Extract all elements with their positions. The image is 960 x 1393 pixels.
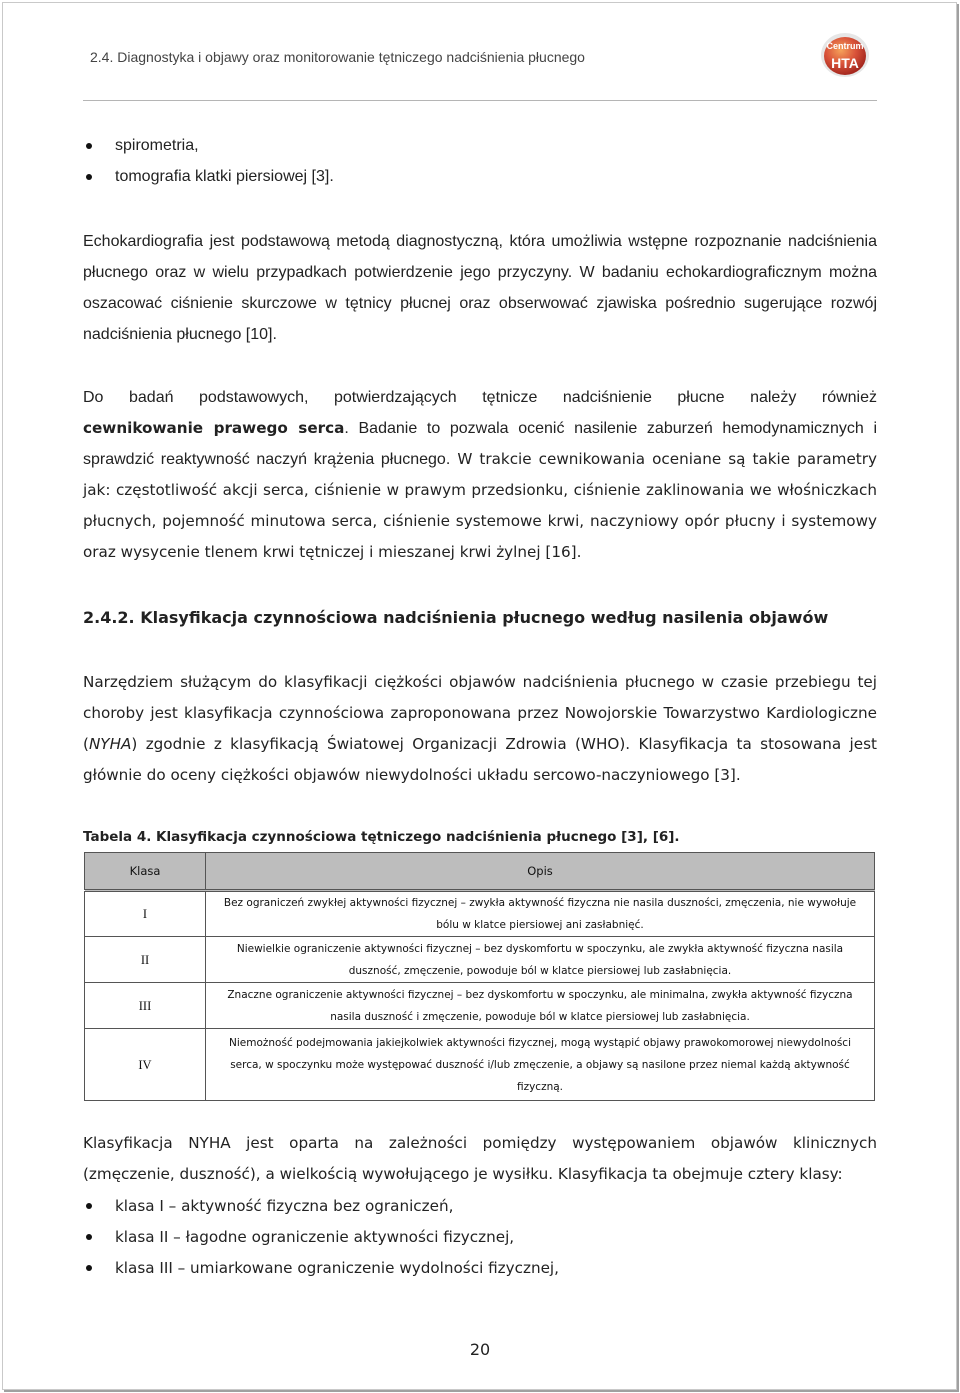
paragraph-nyha: Narzędziem służącym do klasyfikacji ciężkości objawów nadciśnienia płucnego w czasie przebiegu tej choroby jest klasyfikacja czynnościowa zaproponowana przez Nowojorskie Towarzystwo Kardiologiczne (NYHA) zgodnie z klasyfikacją Światowej Organizacji Zdrowia (WHO). Klasyfikacja ta stosowana jest głównie do oceny ciężkości objawów niewydolności układu sercowo-naczyniowego [3]. (83, 673, 877, 784)
centrum-hta-logo (816, 27, 874, 81)
klasa-cell: III (85, 983, 206, 1029)
svg-text:Centrum: Centrum (826, 41, 864, 51)
list-item: klasa I – aktywność fizyczna bez ograniczeń, (83, 1196, 559, 1227)
svg-text:HTA: HTA (831, 55, 859, 71)
list-item: klasa II – łagodne ograniczenie aktywności fizycznej, (83, 1227, 559, 1258)
section-heading: 2.4.2. Klasyfikacja czynnościowa nadciśnienia płucnego według nasilenia objawów (83, 608, 829, 627)
table-header-row (85, 853, 875, 891)
opis-cell: Bez ograniczeń zwykłej aktywności fizycznej – zwykła aktywność fizyczna nie nasila duszności, zmęczenia, nie wywołuje bólu w klatce piersiowej ani zasłabnięć. (206, 891, 875, 937)
column-header-opis: Opis (206, 853, 875, 891)
opis-cell: Niewielkie ograniczenie aktywności fizycznej – bez dyskomfortu w spoczynku, ale zwykła aktywność fizyczna nasila duszność, zmęczenie, powoduje ból w klatce piersiowej lub zasłabnięcia. (206, 937, 875, 983)
bold-term: cewnikowanie prawego serca (83, 419, 345, 437)
table-row (85, 937, 875, 983)
table-row (85, 1029, 875, 1101)
table-caption: Tabela 4. Klasyfikacja czynnościowa tętniczego nadciśnienia płucnego [3], [6]. (83, 829, 680, 845)
paragraph-echocardiography: Echokardiografia jest podstawową metodą diagnostyczną, która umożliwia wstępne rozpoznanie nadciśnienia płucnego oraz w wielu przypadkach potwierdzenie jego przyczyny. W badaniu echokardiograficznym można oszacować ciśnienie skurczowe w tętnicy płucnej oraz obserwować zjawiska pośrednio sugerujące rozwój nadciśnienia płucnego [10]. (83, 233, 877, 343)
opis-cell: Znaczne ograniczenie aktywności fizycznej – bez dyskomfortu w spoczynku, ale minimalna, zwykła aktywność fizyczna nasila duszność i zmęczenie, powoduje ból w klatce piersiowej lub zasłabnięcia. (206, 983, 875, 1029)
bullet-icon (86, 1265, 92, 1271)
bullet-icon (86, 1234, 92, 1240)
paragraph-catheterization: cewnikowanie prawego serca. Badanie to pozwala ocenić nasilenie zaburzeń hemodynamicznych i sprawdzić reaktywność naczyń krążenia płucnego. W trakcie cewnikowania oceniane są takie parametry jak: częstotliwość akcji serca, ciśnienie w prawym przedsionku, ciśnienie zaklinowania we włośniczkach płucnych, pojemność minutowa serca, ciśnienie systemowe krwi, naczyniowy opór płucny i systemowy oraz wysycenie tlenem krwi tętniczej i mieszanej krwi żylnej [16]. (83, 419, 878, 561)
list-item: spirometria, (83, 136, 334, 167)
bullet-icon (86, 1203, 92, 1209)
page-number: 20 (469, 1340, 491, 1359)
table-row (85, 891, 875, 937)
classification-table (84, 852, 875, 1101)
opis-cell: Niemożność podejmowania jakiejkolwiek aktywności fizycznej, mogą wystąpić objawy prawokomorowej niewydolności serca, w spoczynku może występować duszność i/lub zmęczenie, a objawy są nasilone przez niemal każdą aktywność fizyczną. (206, 1029, 875, 1101)
list-item: klasa III – umiarkowane ograniczenie wydolności fizycznej, (83, 1258, 559, 1289)
klasa-cell: II (85, 937, 206, 983)
bullet-list-top (83, 136, 334, 198)
bullet-icon (86, 143, 92, 149)
table-row (85, 983, 875, 1029)
bullet-icon (86, 174, 92, 180)
column-header-klasa: Klasa (85, 853, 206, 891)
klasa-cell: I (85, 891, 206, 937)
list-item: tomografia klatki piersiowej [3]. (83, 167, 334, 198)
header-divider (83, 100, 877, 101)
paragraph-catheterization-intro: Do badań podstawowych, potwierdzających tętnicze nadciśnienie płucne należy również (83, 389, 877, 406)
bullet-list-bottom (83, 1196, 559, 1289)
nyha-abbrev: NYHA (88, 735, 132, 753)
klasa-cell: IV (85, 1029, 206, 1101)
paragraph-nyha-classes: Klasyfikacja NYHA jest oparta na zależności pomiędzy występowaniem objawów klinicznych (zmęczenie, duszność), a wielkością wywołującego je wysiłku. Klasyfikacja ta obejmuje cztery klasy: (83, 1134, 877, 1183)
running-header: 2.4. Diagnostyka i objawy oraz monitorowanie tętniczego nadciśnienia płucnego (90, 49, 585, 65)
